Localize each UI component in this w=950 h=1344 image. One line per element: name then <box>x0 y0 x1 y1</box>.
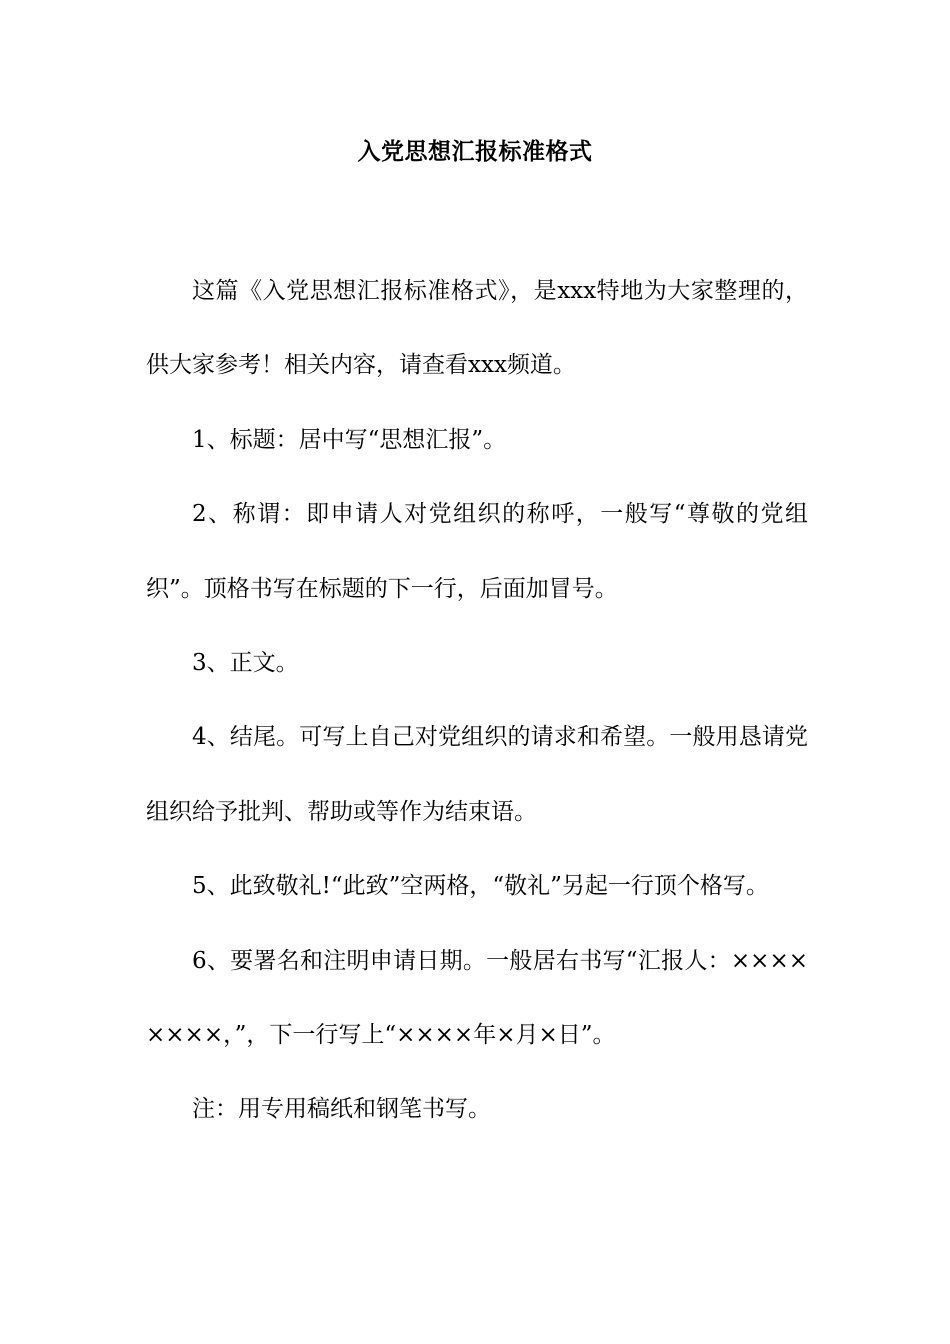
paragraph-note: 注：用专用稿纸和钢笔书写。 <box>192 1096 491 1123</box>
document-body <box>146 254 808 1147</box>
paragraph-item-3: 3、正文。 <box>192 650 299 677</box>
paragraph-item-4: 4、结尾。可写上自己对党组织的请求和希望。一般用恳请党组织给予批判、帮助或等作为结束语。 <box>146 724 808 825</box>
paragraph-item-1: 1、标题：居中写“思想汇报”。 <box>192 426 507 453</box>
paragraph-item-2: 2、称谓：即申请人对党组织的称呼，一般写“尊敬的党组织”。顶格书写在标题的下一行，后面加冒号。 <box>146 501 808 602</box>
paragraph-item-5: 5、此致敬礼!“此致”空两格，“敬礼”另起一行顶个格写。 <box>192 873 769 900</box>
paragraph-item-6: 6、要署名和注明申请日期。一般居右书写“汇报人：××××××××，”，下一行写上“××××年×月×日”。 <box>146 947 808 1049</box>
paragraph-intro: 这篇《入党思想汇报标准格式》，是xxx特地为大家整理的，供大家参考！相关内容，请查看xxx频道。 <box>146 278 808 379</box>
document-title: 入党思想汇报标准格式 <box>357 139 593 165</box>
